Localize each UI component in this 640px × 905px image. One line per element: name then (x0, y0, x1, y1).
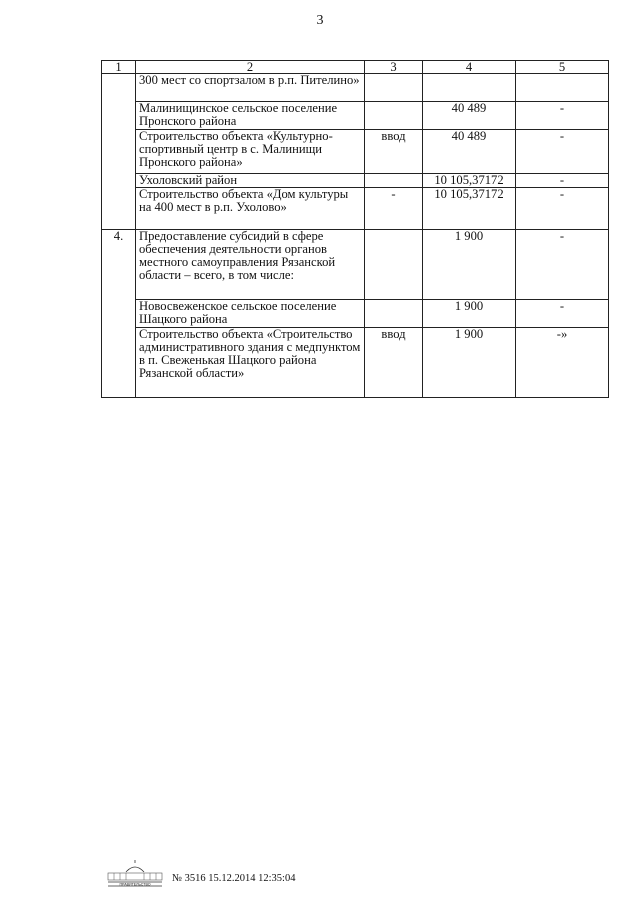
type-cell (365, 300, 423, 328)
row-number-cell (102, 74, 136, 102)
table-row (102, 102, 609, 130)
amount-cell: 10 105,37172 (423, 174, 516, 188)
amount-cell: 40 489 (423, 130, 516, 174)
description-cell: 300 мест со спортзалом в р.п. Пителино» (136, 74, 365, 102)
government-stamp-icon (104, 860, 166, 888)
row-number-cell (102, 300, 136, 328)
col5-cell: - (516, 174, 609, 188)
description-cell: Малинищинское сельское поселение Пронского района (136, 102, 365, 130)
col5-cell: - (516, 102, 609, 130)
registration-number: № 3516 15.12.2014 12:35:04 (172, 873, 296, 884)
table-row (102, 300, 609, 328)
amount-cell: 40 489 (423, 102, 516, 130)
header-cell-5: 5 (516, 61, 609, 74)
col5-cell: - (516, 300, 609, 328)
table-row (102, 74, 609, 102)
description-cell: Предоставление субсидий в сфере обеспечения деятельности органов местного самоуправления Рязанской области – всего, в том числе: (136, 230, 365, 300)
description-cell: Ухоловский район (136, 174, 365, 188)
row-number-cell (102, 174, 136, 188)
row-number-cell (102, 328, 136, 398)
col5-cell: -» (516, 328, 609, 398)
table-row (102, 174, 609, 188)
table-header-row (102, 61, 609, 74)
type-cell (365, 74, 423, 102)
description-cell: Новосвеженское сельское поселение Шацкого района (136, 300, 365, 328)
page-number: 3 (316, 13, 324, 28)
table-row (102, 328, 609, 398)
row-number-cell: 4. (102, 230, 136, 300)
type-cell: - (365, 188, 423, 230)
col5-cell: - (516, 230, 609, 300)
header-cell-4: 4 (423, 61, 516, 74)
type-cell (365, 102, 423, 130)
amount-cell (423, 74, 516, 102)
data-table (101, 60, 609, 398)
table-row (102, 230, 609, 300)
type-cell (365, 230, 423, 300)
col5-cell: - (516, 188, 609, 230)
amount-cell: 10 105,37172 (423, 188, 516, 230)
col5-cell: - (516, 130, 609, 174)
header-cell-1: 1 (102, 61, 136, 74)
amount-cell: 1 900 (423, 300, 516, 328)
header-cell-3: 3 (365, 61, 423, 74)
table-row (102, 188, 609, 230)
table-row (102, 130, 609, 174)
row-number-cell (102, 130, 136, 174)
stamp-text: ПРАВИТЕЛЬСТВО (119, 882, 151, 887)
description-cell: Строительство объекта «Дом культуры на 400 мест в р.п. Ухолово» (136, 188, 365, 230)
type-cell (365, 174, 423, 188)
row-number-cell (102, 102, 136, 130)
type-cell: ввод (365, 328, 423, 398)
row-number-cell (102, 188, 136, 230)
amount-cell: 1 900 (423, 328, 516, 398)
description-cell: Строительство объекта «Строительство административного здания с медпунктом в п. Свеженькая Шацкого района Рязанской области» (136, 328, 365, 398)
type-cell: ввод (365, 130, 423, 174)
header-cell-2: 2 (136, 61, 365, 74)
col5-cell (516, 74, 609, 102)
amount-cell: 1 900 (423, 230, 516, 300)
footer (104, 860, 364, 890)
description-cell: Строительство объекта «Культурно-спортивный центр в с. Малинищи Пронского района» (136, 130, 365, 174)
